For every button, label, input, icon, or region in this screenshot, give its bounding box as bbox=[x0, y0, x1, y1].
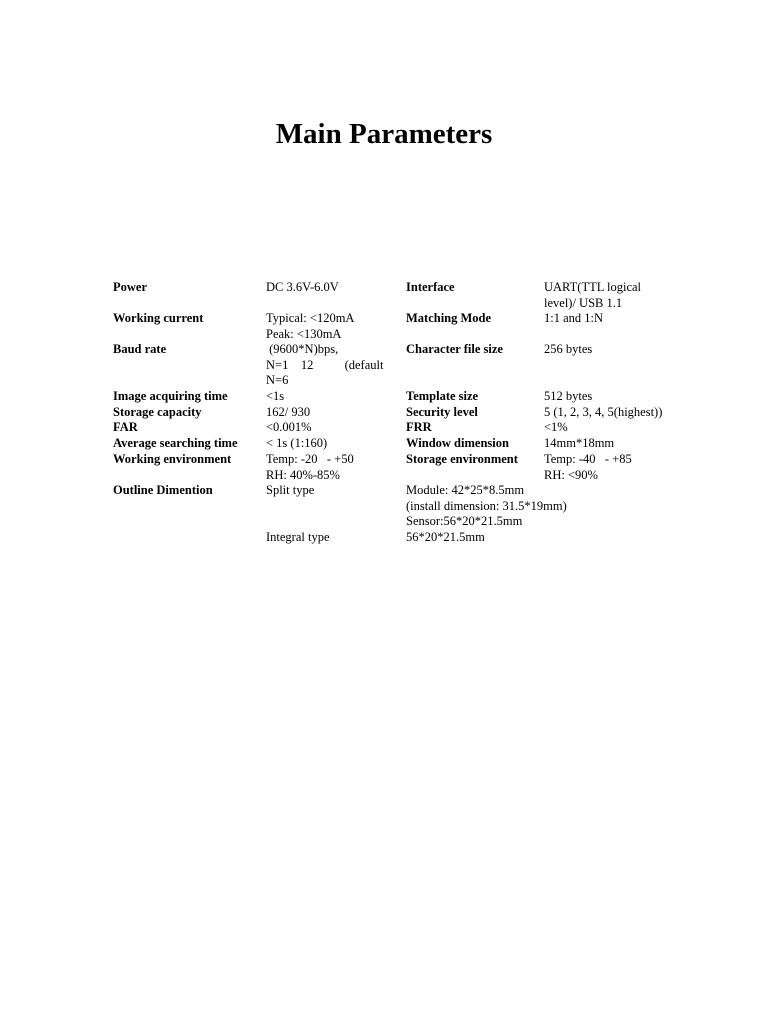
param-label-security-level: Security level bbox=[406, 405, 478, 419]
param-label-average-searching-time: Average searching time bbox=[113, 436, 238, 450]
param-value-interface: UART(TTL logical level)/ USB 1.1 bbox=[544, 280, 642, 310]
param-label-storage-environment: Storage environment bbox=[406, 452, 518, 466]
param-value-storage-environment: Temp: -40 - +85 RH: <90% bbox=[544, 452, 632, 482]
param-value-far: <0.001% bbox=[266, 420, 312, 434]
outline-split-value: Module: 42*25*8.5mm (install dimension: 31.5*19mm) Sensor:56*20*21.5mm bbox=[406, 483, 567, 528]
param-label-working-current: Working current bbox=[113, 311, 204, 325]
page-title: Main Parameters bbox=[275, 118, 493, 150]
param-label-interface: Interface bbox=[406, 280, 455, 294]
param-label-storage-capacity: Storage capacity bbox=[113, 405, 202, 419]
outline-integral-type: Integral type bbox=[266, 530, 330, 544]
param-label-frr: FRR bbox=[406, 420, 432, 434]
param-label-window-dimension: Window dimension bbox=[406, 436, 509, 450]
param-label-baud-rate: Baud rate bbox=[113, 342, 167, 356]
param-label-working-environment: Working environment bbox=[113, 452, 232, 466]
param-value-working-environment: Temp: -20 - +50 RH: 40%-85% bbox=[266, 452, 354, 482]
param-label-matching-mode: Matching Mode bbox=[406, 311, 492, 325]
outline-split-type: Split type bbox=[266, 483, 315, 497]
param-label-far: FAR bbox=[113, 420, 138, 434]
param-value-template-size: 512 bytes bbox=[544, 389, 593, 403]
param-value-power: DC 3.6V-6.0V bbox=[266, 280, 339, 294]
param-label-character-file-size: Character file size bbox=[406, 342, 503, 356]
param-value-average-searching-time: < 1s (1:160) bbox=[266, 436, 328, 450]
param-value-image-acquiring-time: <1s bbox=[266, 389, 285, 403]
param-value-frr: <1% bbox=[544, 420, 568, 434]
param-value-matching-mode: 1:1 and 1:N bbox=[544, 311, 604, 325]
param-value-working-current: Typical: <120mA Peak: <130mA bbox=[266, 311, 355, 341]
param-label-outline-dimension: Outline Dimention bbox=[113, 483, 213, 497]
param-value-baud-rate: (9600*N)bps, N=1 12 (default N=6 bbox=[266, 342, 384, 387]
param-value-security-level: 5 (1, 2, 3, 4, 5(highest)) bbox=[544, 405, 663, 419]
param-label-power: Power bbox=[113, 280, 148, 294]
param-value-storage-capacity: 162/ 930 bbox=[266, 405, 311, 419]
param-label-image-acquiring-time: Image acquiring time bbox=[113, 389, 228, 403]
outline-integral-value: 56*20*21.5mm bbox=[406, 530, 485, 544]
param-value-window-dimension: 14mm*18mm bbox=[544, 436, 615, 450]
param-value-character-file-size: 256 bytes bbox=[544, 342, 593, 356]
param-label-template-size: Template size bbox=[406, 389, 479, 403]
